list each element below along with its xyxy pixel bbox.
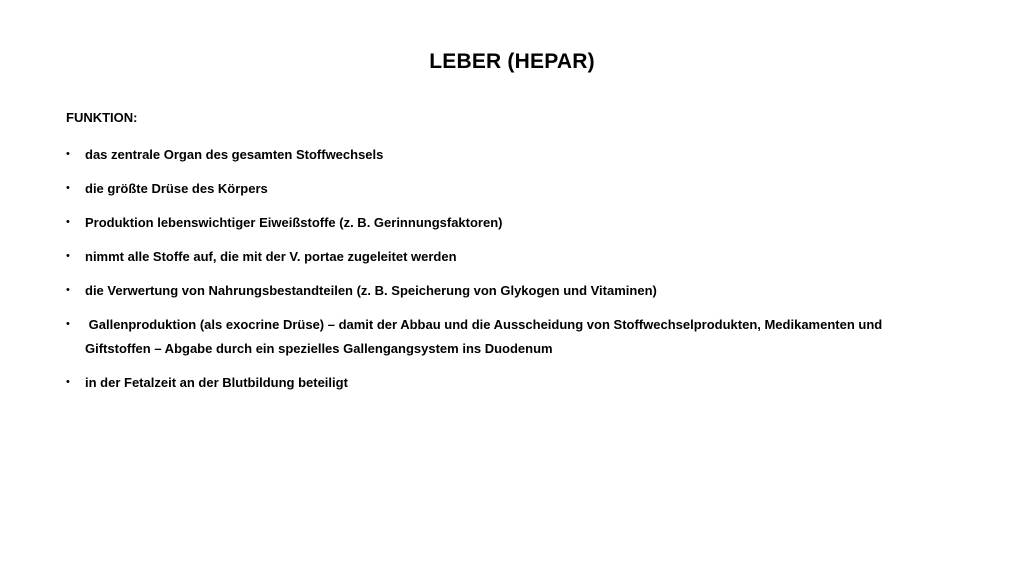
bullet-marker: • bbox=[66, 250, 70, 262]
bullet-marker: • bbox=[66, 284, 70, 296]
bullet-marker: • bbox=[66, 318, 70, 330]
list-item bbox=[66, 279, 896, 303]
bullet-marker: • bbox=[66, 148, 70, 160]
bullet-text: das zentrale Organ des gesamten Stoffwechsels bbox=[85, 147, 384, 162]
bullet-marker: • bbox=[66, 375, 70, 388]
bullet-marker: • bbox=[66, 216, 70, 228]
bullet-text: die Verwertung von Nahrungsbestandteilen (z. B. Speicherung von Glykogen und Vitaminen) bbox=[85, 283, 657, 298]
list-item bbox=[66, 371, 896, 395]
list-item bbox=[66, 245, 896, 269]
bullet-list bbox=[66, 143, 896, 405]
bullet-text: die größte Drüse des Körpers bbox=[85, 181, 268, 196]
list-item bbox=[66, 143, 896, 167]
bullet-text: in der Fetalzeit an der Blutbildung beteiligt bbox=[85, 374, 348, 390]
list-item bbox=[66, 177, 896, 201]
section-heading: FUNKTION: bbox=[66, 110, 138, 125]
list-item bbox=[66, 313, 896, 360]
bullet-text: Produktion lebenswichtiger Eiweißstoffe (z. B. Gerinnungsfaktoren) bbox=[85, 215, 503, 230]
slide-title: LEBER (HEPAR) bbox=[429, 50, 595, 73]
bullet-text: nimmt alle Stoffe auf, die mit der V. portae zugeleitet werden bbox=[85, 249, 457, 264]
bullet-text: Gallenproduktion (als exocrine Drüse) – damit der Abbau und die Ausscheidung von Stoffwechselprodukten, Medikamenten und Giftstoffen – Abgabe durch ein spezielles Gallengangsystem ins Duodenum bbox=[85, 317, 886, 356]
bullet-marker: • bbox=[66, 182, 70, 194]
list-item bbox=[66, 211, 896, 235]
